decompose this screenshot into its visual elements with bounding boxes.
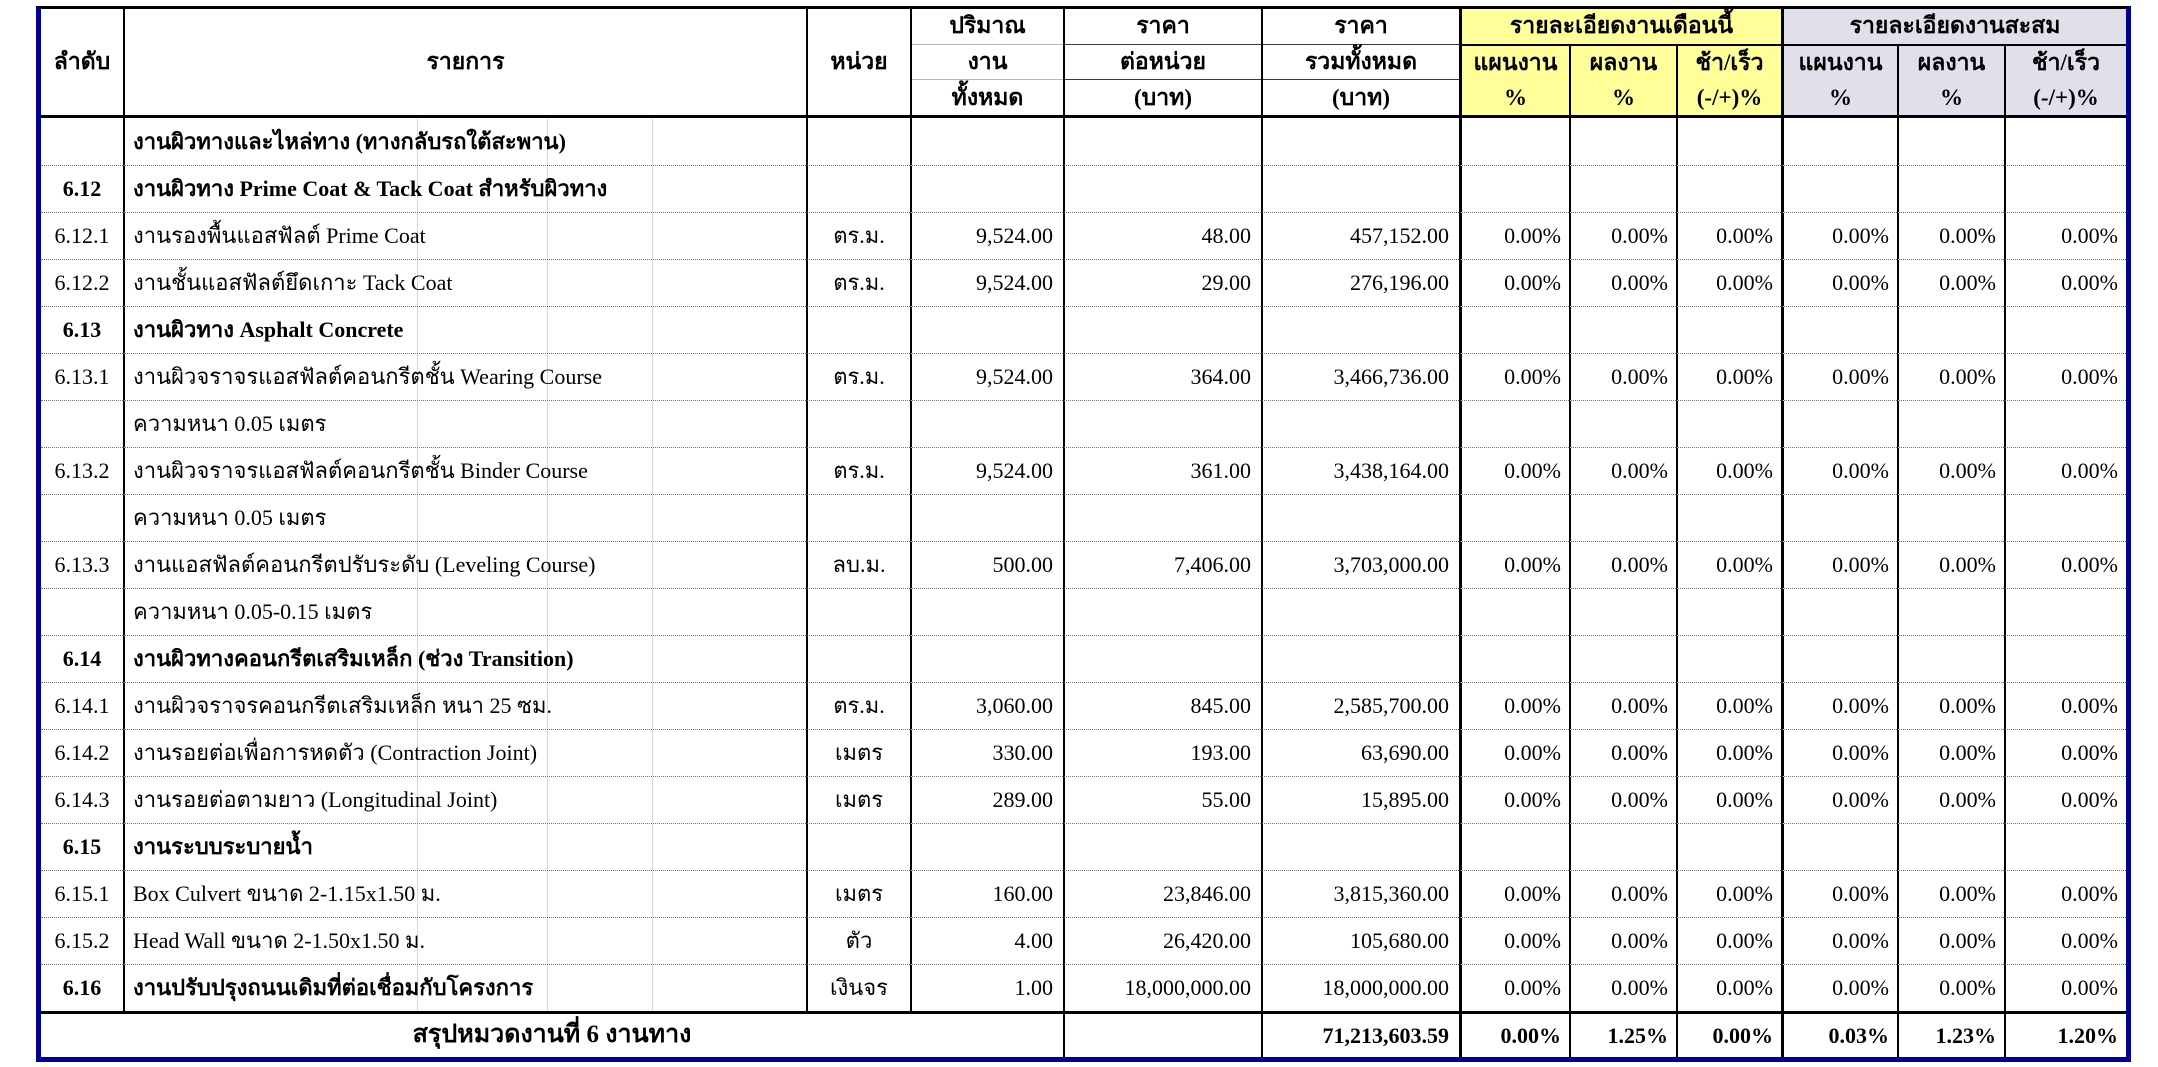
header-month-actual-label: ผลงาน <box>1589 50 1658 76</box>
cell-6.14.1-c_diff: 0.00% <box>2004 682 2126 729</box>
cell-6.13.3-m_diff: 0.00% <box>1676 541 1781 588</box>
cell-row6-unit <box>806 400 910 447</box>
header-month-plan <box>1459 46 1569 118</box>
cell-row6-qty <box>910 400 1063 447</box>
cell-6.13.1-c_actual: 0.00% <box>1897 353 2004 400</box>
cell-6.13.3-m_plan: 0.00% <box>1459 541 1569 588</box>
cell-row8-total <box>1261 494 1459 541</box>
cell-6.14.1-c_actual: 0.00% <box>1897 682 2004 729</box>
cell-6.13.1-qty: 9,524.00 <box>910 353 1063 400</box>
cell-row10-unit_price <box>1063 588 1261 635</box>
cell-6.12.1-m_plan: 0.00% <box>1459 212 1569 259</box>
cell-6.13-unit <box>806 306 910 353</box>
cell-6.14.3-unit_price: 55.00 <box>1063 776 1261 823</box>
summary-month-plan: 0.00% <box>1459 1011 1569 1057</box>
cell-row10-desc: ความหนา 0.05-0.15 เมตร <box>123 588 806 635</box>
cell-6.12.2-m_diff: 0.00% <box>1676 259 1781 306</box>
cell-6.15.1-desc: Box Culvert ขนาด 2-1.15x1.50 ม. <box>123 870 806 917</box>
cell-6.14-m_diff <box>1676 635 1781 682</box>
cell-6.13.2-m_actual: 0.00% <box>1569 447 1676 494</box>
cell-6.15.2-m_actual: 0.00% <box>1569 917 1676 964</box>
cell-row6-c_actual <box>1897 400 2004 447</box>
cell-6.14.1-m_plan: 0.00% <box>1459 682 1569 729</box>
header-cumulative-actual-unit: % <box>1940 84 1963 110</box>
cell-6.14.1-m_actual: 0.00% <box>1569 682 1676 729</box>
cell-6.15.1-no: 6.15.1 <box>41 870 123 917</box>
header-quantity-line: ปริมาณ <box>949 13 1026 39</box>
cell-6.15-m_diff <box>1676 823 1781 870</box>
cell-row8-m_plan <box>1459 494 1569 541</box>
cell-6.13.3-total: 3,703,000.00 <box>1261 541 1459 588</box>
cell-6.12.2-unit: ตร.ม. <box>806 259 910 306</box>
cell-row0-c_plan <box>1781 118 1897 165</box>
cell-row10-c_plan <box>1781 588 1897 635</box>
cell-6.14-m_plan <box>1459 635 1569 682</box>
summary-cumulative-diff: 1.20% <box>2004 1011 2126 1057</box>
summary-total: 71,213,603.59 <box>1261 1011 1459 1057</box>
cell-6.13.3-no: 6.13.3 <box>41 541 123 588</box>
cell-row0-m_diff <box>1676 118 1781 165</box>
cell-row10-qty <box>910 588 1063 635</box>
cell-6.12.2-desc: งานชั้นแอสฟัลต์ยึดเกาะ Tack Coat <box>123 259 806 306</box>
header-no: ลำดับ <box>41 9 123 118</box>
cell-6.12.1-total: 457,152.00 <box>1261 212 1459 259</box>
header-total-price-line: (บาท) <box>1263 79 1459 115</box>
cell-6.13-c_plan <box>1781 306 1897 353</box>
cell-6.13.3-c_diff: 0.00% <box>2004 541 2126 588</box>
cell-6.15-c_plan <box>1781 823 1897 870</box>
cell-6.12.2-m_plan: 0.00% <box>1459 259 1569 306</box>
cell-row6-unit_price <box>1063 400 1261 447</box>
cell-6.15-total <box>1261 823 1459 870</box>
cell-6.13.2-c_plan: 0.00% <box>1781 447 1897 494</box>
header-unit-price <box>1063 9 1261 118</box>
cell-6.15.1-m_plan: 0.00% <box>1459 870 1569 917</box>
cell-6.12.1-no: 6.12.1 <box>41 212 123 259</box>
header-month-actual-unit: % <box>1612 84 1635 110</box>
cell-6.15.2-unit_price: 26,420.00 <box>1063 917 1261 964</box>
cell-6.15-m_plan <box>1459 823 1569 870</box>
header-cumulative-plan-unit: % <box>1829 84 1852 110</box>
header-month-diff-label: ช้า/เร็ว <box>1695 50 1764 76</box>
cell-row0-c_actual <box>1897 118 2004 165</box>
cell-row10-c_diff <box>2004 588 2126 635</box>
cell-row0-c_diff <box>2004 118 2126 165</box>
cell-6.14.1-unit: ตร.ม. <box>806 682 910 729</box>
cell-6.15.2-no: 6.15.2 <box>41 917 123 964</box>
summary-month-diff: 0.00% <box>1676 1011 1781 1057</box>
cell-row10-c_actual <box>1897 588 2004 635</box>
cell-6.15.1-unit: เมตร <box>806 870 910 917</box>
cell-6.14-m_actual <box>1569 635 1676 682</box>
cell-6.13-desc: งานผิวทาง Asphalt Concrete <box>123 306 806 353</box>
cell-6.14.1-total: 2,585,700.00 <box>1261 682 1459 729</box>
cell-6.14.1-no: 6.14.1 <box>41 682 123 729</box>
cell-row8-c_plan <box>1781 494 1897 541</box>
cell-row0-unit_price <box>1063 118 1261 165</box>
cell-6.13.3-c_plan: 0.00% <box>1781 541 1897 588</box>
cell-6.16-m_plan: 0.00% <box>1459 964 1569 1011</box>
cell-6.12-c_actual <box>1897 165 2004 212</box>
cell-6.13.2-c_diff: 0.00% <box>2004 447 2126 494</box>
cell-6.15.2-c_plan: 0.00% <box>1781 917 1897 964</box>
cell-6.12.2-total: 276,196.00 <box>1261 259 1459 306</box>
cell-6.13.1-m_plan: 0.00% <box>1459 353 1569 400</box>
cell-6.13-m_diff <box>1676 306 1781 353</box>
cell-6.14.1-m_diff: 0.00% <box>1676 682 1781 729</box>
cell-6.14.2-m_actual: 0.00% <box>1569 729 1676 776</box>
cell-row10-m_plan <box>1459 588 1569 635</box>
cell-6.13-c_actual <box>1897 306 2004 353</box>
cell-6.13.2-total: 3,438,164.00 <box>1261 447 1459 494</box>
cell-6.14.1-desc: งานผิวจราจรคอนกรีตเสริมเหล็ก หนา 25 ซม. <box>123 682 806 729</box>
cell-6.14.2-m_diff: 0.00% <box>1676 729 1781 776</box>
cell-6.15.1-m_actual: 0.00% <box>1569 870 1676 917</box>
cell-6.12.1-qty: 9,524.00 <box>910 212 1063 259</box>
cell-row6-m_diff <box>1676 400 1781 447</box>
cell-row10-no <box>41 588 123 635</box>
cell-6.13.2-unit: ตร.ม. <box>806 447 910 494</box>
cell-row8-m_diff <box>1676 494 1781 541</box>
cell-row0-total <box>1261 118 1459 165</box>
cell-6.14.3-desc: งานรอยต่อตามยาว (Longitudinal Joint) <box>123 776 806 823</box>
cell-6.12-m_diff <box>1676 165 1781 212</box>
cell-6.14-c_plan <box>1781 635 1897 682</box>
cell-row6-c_diff <box>2004 400 2126 447</box>
cell-6.13.3-unit: ลบ.ม. <box>806 541 910 588</box>
summary-empty-unit-price <box>1063 1011 1261 1057</box>
cell-6.14-c_diff <box>2004 635 2126 682</box>
cell-row6-desc: ความหนา 0.05 เมตร <box>123 400 806 447</box>
cell-6.14-total <box>1261 635 1459 682</box>
cell-row8-m_actual <box>1569 494 1676 541</box>
summary-cumulative-plan: 0.03% <box>1781 1011 1897 1057</box>
cell-6.14-unit_price <box>1063 635 1261 682</box>
boq-table <box>36 6 2131 1062</box>
cell-6.15.1-m_diff: 0.00% <box>1676 870 1781 917</box>
cell-row6-m_actual <box>1569 400 1676 447</box>
cell-6.14.1-c_plan: 0.00% <box>1781 682 1897 729</box>
cell-6.14.3-m_diff: 0.00% <box>1676 776 1781 823</box>
cell-6.13.2-no: 6.13.2 <box>41 447 123 494</box>
cell-6.13.2-qty: 9,524.00 <box>910 447 1063 494</box>
cell-6.14.3-qty: 289.00 <box>910 776 1063 823</box>
cell-6.15.1-unit_price: 23,846.00 <box>1063 870 1261 917</box>
cell-6.15.2-m_diff: 0.00% <box>1676 917 1781 964</box>
cell-6.14-c_actual <box>1897 635 2004 682</box>
cell-6.12.2-c_actual: 0.00% <box>1897 259 2004 306</box>
header-month-section-title: รายละเอียดงานเดือนนี้ <box>1459 9 1781 46</box>
cell-6.15.1-c_actual: 0.00% <box>1897 870 2004 917</box>
cell-6.13-total <box>1261 306 1459 353</box>
cell-6.14.2-m_plan: 0.00% <box>1459 729 1569 776</box>
cell-6.15-qty <box>910 823 1063 870</box>
cell-6.14.3-no: 6.14.3 <box>41 776 123 823</box>
cell-6.12.2-no: 6.12.2 <box>41 259 123 306</box>
cell-6.16-c_actual: 0.00% <box>1897 964 2004 1011</box>
cell-6.12-c_plan <box>1781 165 1897 212</box>
cell-6.14.3-c_plan: 0.00% <box>1781 776 1897 823</box>
cell-6.14.2-total: 63,690.00 <box>1261 729 1459 776</box>
cell-6.13-c_diff <box>2004 306 2126 353</box>
cell-6.14.2-unit: เมตร <box>806 729 910 776</box>
cell-6.14.3-m_plan: 0.00% <box>1459 776 1569 823</box>
cell-6.15.1-qty: 160.00 <box>910 870 1063 917</box>
header-month-diff-unit: (-/+)% <box>1696 84 1763 110</box>
cell-row0-qty <box>910 118 1063 165</box>
cell-6.14.3-total: 15,895.00 <box>1261 776 1459 823</box>
cell-6.13.1-m_actual: 0.00% <box>1569 353 1676 400</box>
header-unit-price-line: ต่อหน่วย <box>1065 44 1261 80</box>
cell-row6-m_plan <box>1459 400 1569 447</box>
cell-6.16-unit: เงินจร <box>806 964 910 1011</box>
cell-row0-desc: งานผิวทางและไหล่ทาง (ทางกลับรถใต้สะพาน) <box>123 118 806 165</box>
cell-6.16-c_diff: 0.00% <box>2004 964 2126 1011</box>
header-unit: หน่วย <box>806 9 910 118</box>
cell-6.15.1-total: 3,815,360.00 <box>1261 870 1459 917</box>
header-quantity-line: ทั้งหมด <box>912 79 1063 115</box>
header-month-plan-unit: % <box>1504 84 1527 110</box>
cell-6.12.2-qty: 9,524.00 <box>910 259 1063 306</box>
cell-6.15-desc: งานระบบระบายน้ำ <box>123 823 806 870</box>
cell-6.16-qty: 1.00 <box>910 964 1063 1011</box>
cell-6.14.3-m_actual: 0.00% <box>1569 776 1676 823</box>
header-cumulative-plan <box>1781 46 1897 118</box>
cell-row10-m_diff <box>1676 588 1781 635</box>
summary-label: สรุปหมวดงานที่ 6 งานทาง <box>41 1011 1063 1057</box>
cell-6.14.1-unit_price: 845.00 <box>1063 682 1261 729</box>
cell-row8-qty <box>910 494 1063 541</box>
cell-6.13.2-m_diff: 0.00% <box>1676 447 1781 494</box>
cell-row8-c_actual <box>1897 494 2004 541</box>
cell-6.13.1-desc: งานผิวจราจรแอสฟัลต์คอนกรีตชั้น Wearing Course <box>123 353 806 400</box>
cell-6.12-total <box>1261 165 1459 212</box>
cell-6.12-unit_price <box>1063 165 1261 212</box>
cell-6.14.2-c_actual: 0.00% <box>1897 729 2004 776</box>
cell-row6-total <box>1261 400 1459 447</box>
header-cumulative-diff <box>2004 46 2126 118</box>
cell-6.16-desc: งานปรับปรุงถนนเดิมที่ต่อเชื่อมกับโครงการ <box>123 964 806 1011</box>
header-quantity <box>910 9 1063 118</box>
header-unit-price-line: (บาท) <box>1065 79 1261 115</box>
summary-cumulative-actual: 1.23% <box>1897 1011 2004 1057</box>
summary-month-actual: 1.25% <box>1569 1011 1676 1057</box>
cell-6.12.2-unit_price: 29.00 <box>1063 259 1261 306</box>
cell-6.14.3-c_actual: 0.00% <box>1897 776 2004 823</box>
cell-6.16-m_diff: 0.00% <box>1676 964 1781 1011</box>
cell-6.16-unit_price: 18,000,000.00 <box>1063 964 1261 1011</box>
cell-6.15.2-c_actual: 0.00% <box>1897 917 2004 964</box>
cell-6.15-m_actual <box>1569 823 1676 870</box>
cell-6.12.1-c_plan: 0.00% <box>1781 212 1897 259</box>
cell-6.16-total: 18,000,000.00 <box>1261 964 1459 1011</box>
cell-6.12.1-desc: งานรองพื้นแอสฟัลต์ Prime Coat <box>123 212 806 259</box>
cell-6.12.1-unit: ตร.ม. <box>806 212 910 259</box>
cell-6.13-no: 6.13 <box>41 306 123 353</box>
cell-6.13-m_actual <box>1569 306 1676 353</box>
cell-6.15-no: 6.15 <box>41 823 123 870</box>
cell-row8-no <box>41 494 123 541</box>
header-cumulative-section-title: รายละเอียดงานสะสม <box>1781 9 2126 46</box>
cell-6.15.2-m_plan: 0.00% <box>1459 917 1569 964</box>
cell-6.14.2-desc: งานรอยต่อเพื่อการหดตัว (Contraction Joint) <box>123 729 806 776</box>
header-month-actual <box>1569 46 1676 118</box>
cell-6.13.3-unit_price: 7,406.00 <box>1063 541 1261 588</box>
cell-6.14.2-c_diff: 0.00% <box>2004 729 2126 776</box>
cell-6.13.1-c_plan: 0.00% <box>1781 353 1897 400</box>
cell-6.15-c_actual <box>1897 823 2004 870</box>
cell-6.13.2-unit_price: 361.00 <box>1063 447 1261 494</box>
cell-row10-total <box>1261 588 1459 635</box>
cell-6.13.3-c_actual: 0.00% <box>1897 541 2004 588</box>
cell-6.13.1-no: 6.13.1 <box>41 353 123 400</box>
cell-6.13-m_plan <box>1459 306 1569 353</box>
cell-6.15.2-desc: Head Wall ขนาด 2-1.50x1.50 ม. <box>123 917 806 964</box>
cell-6.15.2-unit: ตัว <box>806 917 910 964</box>
header-quantity-line: งาน <box>912 44 1063 80</box>
cell-6.12-no: 6.12 <box>41 165 123 212</box>
cell-row0-m_plan <box>1459 118 1569 165</box>
cell-6.12-m_actual <box>1569 165 1676 212</box>
cell-6.15.2-c_diff: 0.00% <box>2004 917 2126 964</box>
cell-6.15-unit <box>806 823 910 870</box>
cell-6.12-m_plan <box>1459 165 1569 212</box>
cell-6.15.2-qty: 4.00 <box>910 917 1063 964</box>
cell-6.16-no: 6.16 <box>41 964 123 1011</box>
cell-6.12-desc: งานผิวทาง Prime Coat & Tack Coat สำหรับผิวทาง <box>123 165 806 212</box>
cell-6.14-unit <box>806 635 910 682</box>
cell-row0-no <box>41 118 123 165</box>
header-total-price-line: รวมทั้งหมด <box>1263 44 1459 80</box>
cell-6.12.1-m_diff: 0.00% <box>1676 212 1781 259</box>
cell-row0-m_actual <box>1569 118 1676 165</box>
cell-6.13.3-m_actual: 0.00% <box>1569 541 1676 588</box>
cell-6.12-qty <box>910 165 1063 212</box>
cell-row10-unit <box>806 588 910 635</box>
cell-row0-unit <box>806 118 910 165</box>
cell-6.12.2-c_diff: 0.00% <box>2004 259 2126 306</box>
cell-6.14-qty <box>910 635 1063 682</box>
cell-6.14.3-c_diff: 0.00% <box>2004 776 2126 823</box>
cell-6.14.2-qty: 330.00 <box>910 729 1063 776</box>
cell-6.14.1-qty: 3,060.00 <box>910 682 1063 729</box>
cell-6.13.1-unit_price: 364.00 <box>1063 353 1261 400</box>
cell-6.13.3-qty: 500.00 <box>910 541 1063 588</box>
cell-6.14.2-unit_price: 193.00 <box>1063 729 1261 776</box>
cell-6.14-no: 6.14 <box>41 635 123 682</box>
cell-6.13-qty <box>910 306 1063 353</box>
cell-6.15.2-total: 105,680.00 <box>1261 917 1459 964</box>
cell-6.12.1-c_actual: 0.00% <box>1897 212 2004 259</box>
cell-row6-c_plan <box>1781 400 1897 447</box>
header-description: รายการ <box>123 9 806 118</box>
cell-6.12.1-m_actual: 0.00% <box>1569 212 1676 259</box>
cell-row8-c_diff <box>2004 494 2126 541</box>
cell-6.12-unit <box>806 165 910 212</box>
header-cumulative-diff-label: ช้า/เร็ว <box>2031 50 2101 76</box>
header-cumulative-actual <box>1897 46 2004 118</box>
cell-6.12.2-c_plan: 0.00% <box>1781 259 1897 306</box>
header-cumulative-plan-label: แผนงาน <box>1798 50 1883 76</box>
cell-6.16-m_actual: 0.00% <box>1569 964 1676 1011</box>
cell-6.13.1-m_diff: 0.00% <box>1676 353 1781 400</box>
cell-6.14-desc: งานผิวทางคอนกรีตเสริมเหล็ก (ช่วง Transition) <box>123 635 806 682</box>
cell-row10-m_actual <box>1569 588 1676 635</box>
cell-6.14.2-c_plan: 0.00% <box>1781 729 1897 776</box>
cell-6.16-c_plan: 0.00% <box>1781 964 1897 1011</box>
cell-6.13.2-c_actual: 0.00% <box>1897 447 2004 494</box>
header-month-plan-label: แผนงาน <box>1473 50 1558 76</box>
cell-6.14.3-unit: เมตร <box>806 776 910 823</box>
cell-6.14.2-no: 6.14.2 <box>41 729 123 776</box>
header-total-price <box>1261 9 1459 118</box>
cell-6.15.1-c_plan: 0.00% <box>1781 870 1897 917</box>
cell-6.13.1-unit: ตร.ม. <box>806 353 910 400</box>
cell-6.13.2-desc: งานผิวจราจรแอสฟัลต์คอนกรีตชั้น Binder Course <box>123 447 806 494</box>
cell-row8-unit <box>806 494 910 541</box>
cell-6.12.2-m_actual: 0.00% <box>1569 259 1676 306</box>
cell-6.12.1-unit_price: 48.00 <box>1063 212 1261 259</box>
header-cumulative-actual-label: ผลงาน <box>1917 50 1986 76</box>
cell-6.12.1-c_diff: 0.00% <box>2004 212 2126 259</box>
cell-6.13.3-desc: งานแอสฟัลต์คอนกรีตปรับระดับ (Leveling Course) <box>123 541 806 588</box>
header-total-price-line: ราคา <box>1334 13 1388 39</box>
header-cumulative-diff-unit: (-/+)% <box>2033 84 2099 110</box>
cell-6.13-unit_price <box>1063 306 1261 353</box>
cell-6.15.1-c_diff: 0.00% <box>2004 870 2126 917</box>
header-unit-price-line: ราคา <box>1136 13 1190 39</box>
cell-row8-unit_price <box>1063 494 1261 541</box>
cell-6.13.1-c_diff: 0.00% <box>2004 353 2126 400</box>
cell-row8-desc: ความหนา 0.05 เมตร <box>123 494 806 541</box>
header-month-diff <box>1676 46 1781 118</box>
cell-6.13.1-total: 3,466,736.00 <box>1261 353 1459 400</box>
cell-6.12-c_diff <box>2004 165 2126 212</box>
cell-row6-no <box>41 400 123 447</box>
cell-6.13.2-m_plan: 0.00% <box>1459 447 1569 494</box>
cell-6.15-unit_price <box>1063 823 1261 870</box>
cell-6.15-c_diff <box>2004 823 2126 870</box>
